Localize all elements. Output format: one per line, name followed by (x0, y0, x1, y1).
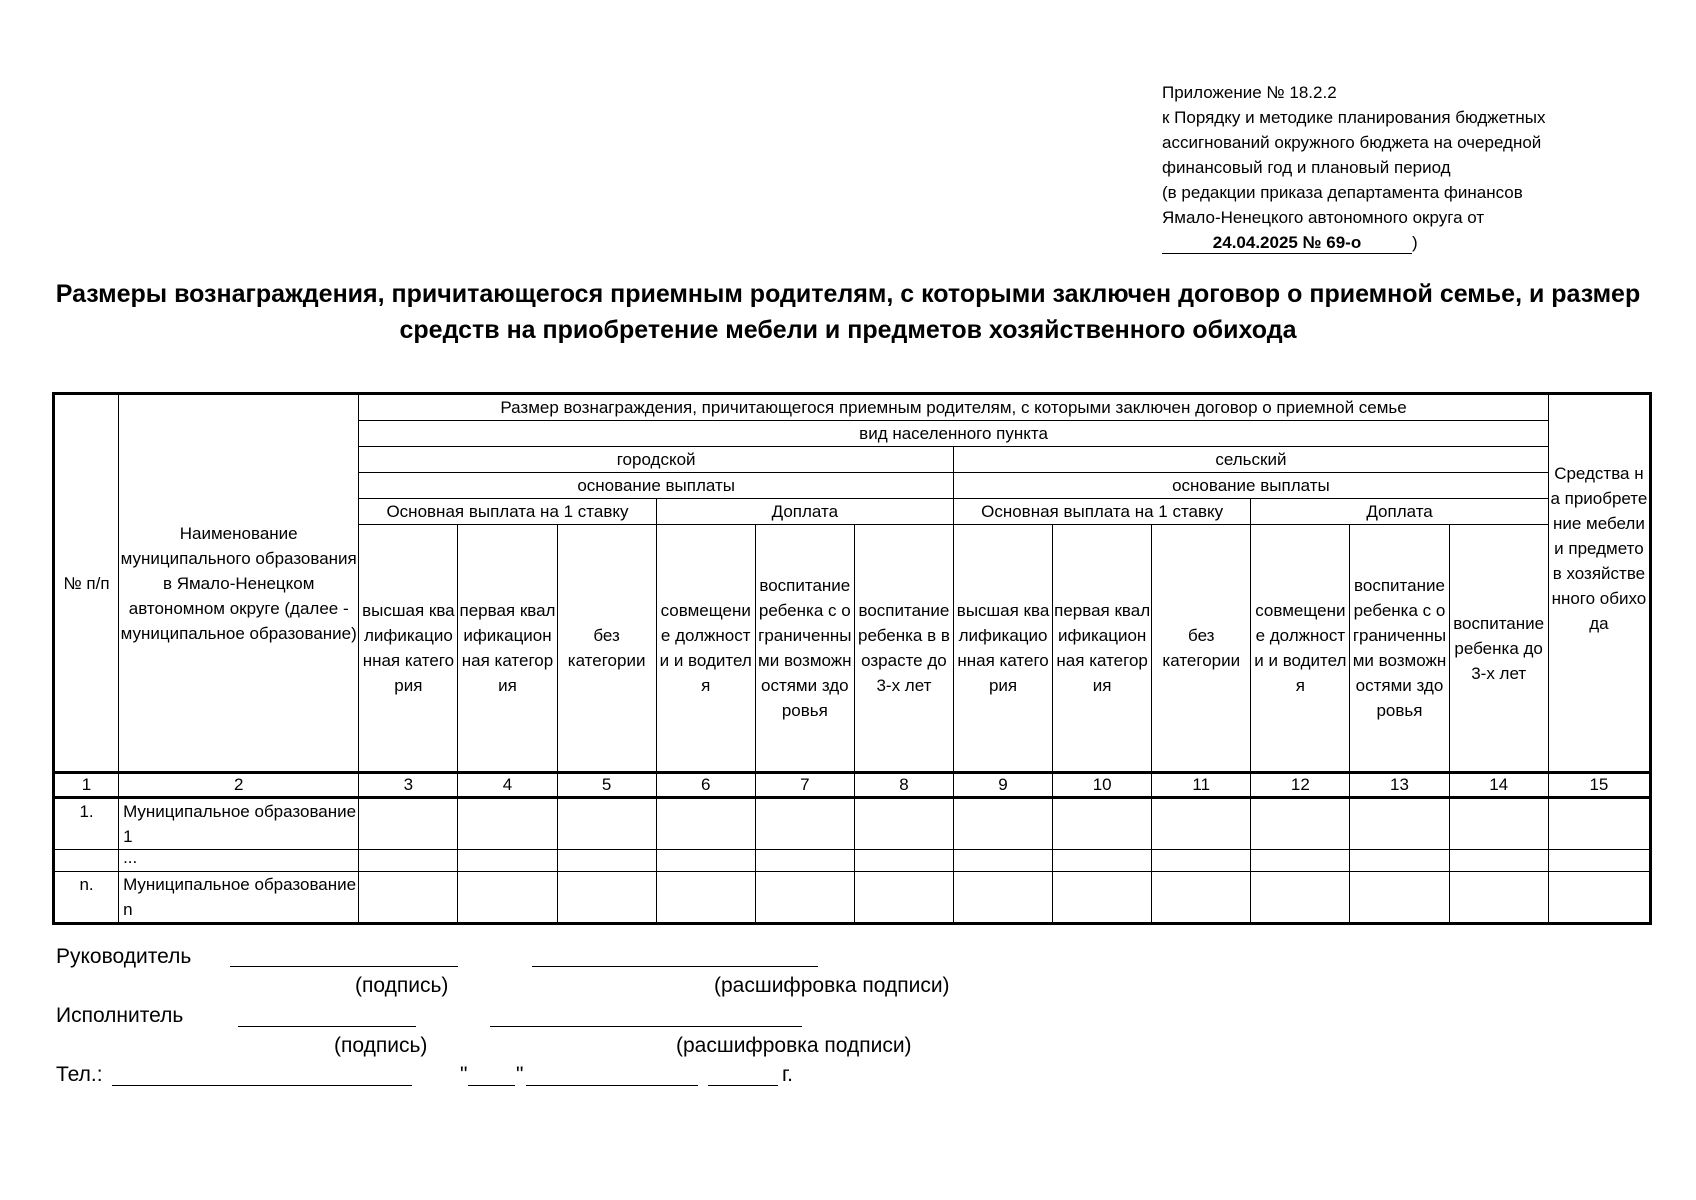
table-cell (359, 872, 458, 924)
table-cell (458, 798, 557, 850)
executor-label: Исполнитель (56, 1004, 184, 1027)
table-cell (1251, 798, 1350, 850)
table-cell (953, 798, 1052, 850)
table-cell (1449, 850, 1548, 872)
phone-label: Тел.: (56, 1063, 103, 1086)
appendix-line: к Порядку и методике планирования бюджетных (1162, 108, 1546, 127)
row-number (54, 850, 119, 872)
table-cell (1053, 798, 1152, 850)
header-sub-col: высшая квалификационная категория (359, 525, 458, 773)
table-cell (854, 872, 953, 924)
table-cell (1251, 850, 1350, 872)
appendix-line: Приложение № 18.2.2 (1162, 83, 1337, 102)
phone-line (112, 1085, 412, 1086)
executor-decoding-caption: (расшифровка подписи) (676, 1034, 912, 1057)
table-cell (1350, 798, 1449, 850)
table-cell (1350, 872, 1449, 924)
header-sub-col: воспитание ребенка до 3-х лет (1449, 525, 1548, 773)
appendix-line: финансовый год и плановый период (1162, 158, 1451, 177)
row-name: Муниципальное образование 1 (119, 798, 359, 850)
table-cell (458, 850, 557, 872)
table-cell (1053, 850, 1152, 872)
head-signature-line (230, 966, 458, 967)
appendix-line: ассигнований окружного бюджета на очередной (1162, 133, 1542, 152)
column-number: 7 (755, 773, 854, 798)
column-number: 10 (1053, 773, 1152, 798)
column-number: 9 (953, 773, 1052, 798)
table-cell (1251, 872, 1350, 924)
header-settlement-type: вид населенного пункта (359, 421, 1548, 447)
header-sub-col: первая квалификационная категория (1053, 525, 1152, 773)
header-sub-col: воспитание ребенка с ограниченными возможностями здоровья (755, 525, 854, 773)
head-decoding-line (532, 966, 818, 967)
header-sub-col: первая квалификационная категория (458, 525, 557, 773)
table-cell (755, 850, 854, 872)
table-cell (1152, 850, 1251, 872)
table-cell (953, 872, 1052, 924)
header-reward-group: Размер вознаграждения, причитающегося приемным родителям, с которыми заключен договор о приемной семье (359, 394, 1548, 421)
header-sub-col: воспитание ребенка с ограниченными возможностями здоровья (1350, 525, 1449, 773)
column-number: 14 (1449, 773, 1548, 798)
table-cell (1548, 850, 1650, 872)
table-cell (458, 872, 557, 924)
closing-paren: ) (1412, 233, 1418, 252)
table-row (54, 850, 1651, 872)
table-cell (1548, 872, 1650, 924)
table-cell (1350, 850, 1449, 872)
head-signature-caption: (подпись) (355, 974, 449, 997)
table-cell (359, 798, 458, 850)
table-row (54, 798, 1651, 850)
header-payment-basis-rural: основание выплаты (953, 473, 1548, 499)
appendix-reference (1162, 80, 1662, 255)
head-decoding-caption: (расшифровка подписи) (714, 974, 950, 997)
header-col-name: Наименование муниципального образования в Ямало-Ненецком автономном округе (далее - муниципальное образование) (119, 394, 359, 773)
table-cell (656, 872, 755, 924)
head-label: Руководитель (56, 945, 192, 968)
year-suffix: г. (782, 1063, 793, 1086)
appendix-line: (в редакции приказа департамента финансов (1162, 183, 1523, 202)
header-surcharge-urban: Доплата (656, 499, 953, 525)
column-number: 8 (854, 773, 953, 798)
header-col-furniture: Средства на приобретение мебели и предметов хозяйственного обихода (1548, 394, 1650, 773)
appendix-order-line (1162, 230, 1662, 255)
header-payment-basis-urban: основание выплаты (359, 473, 954, 499)
table-cell (1548, 798, 1650, 850)
table-cell (854, 798, 953, 850)
header-sub-col: совмещение должности и водителя (1251, 525, 1350, 773)
date-month-line (526, 1085, 698, 1086)
column-number: 4 (458, 773, 557, 798)
column-number: 12 (1251, 773, 1350, 798)
table-cell (557, 872, 656, 924)
executor-signature-caption: (подпись) (334, 1034, 428, 1057)
header-rural: сельский (953, 447, 1548, 473)
table-cell (557, 850, 656, 872)
table-cell (854, 850, 953, 872)
column-number: 1 (54, 773, 119, 798)
header-sub-col: воспитание ребенка в возрасте до 3-х лет (854, 525, 953, 773)
column-number: 3 (359, 773, 458, 798)
row-name: Муниципальное образование n (119, 872, 359, 924)
column-number: 11 (1152, 773, 1251, 798)
date-year-line (708, 1085, 778, 1086)
column-number: 6 (656, 773, 755, 798)
table-cell (656, 798, 755, 850)
table-cell (359, 850, 458, 872)
header-col-number: № п/п (54, 394, 119, 773)
row-number: n. (54, 872, 119, 924)
table-cell (1053, 872, 1152, 924)
header-base-payment-rural: Основная выплата на 1 ставку (953, 499, 1250, 525)
executor-decoding-line (490, 1026, 802, 1027)
table-cell (1449, 798, 1548, 850)
header-urban: городской (359, 447, 954, 473)
column-number: 2 (119, 773, 359, 798)
table-cell (1449, 872, 1548, 924)
table-row (54, 872, 1651, 924)
table-cell (953, 850, 1052, 872)
date-quote-right: " (516, 1063, 524, 1086)
appendix-line: Ямало-Ненецкого автономного округа от (1162, 208, 1485, 227)
column-number: 15 (1548, 773, 1650, 798)
document-title: Размеры вознаграждения, причитающегося приемным родителям, с которыми заключен договор о приемной семье, и размер средств на приобретение мебели и предметов хозяйственного обихода (55, 280, 1641, 344)
header-sub-col: без категории (557, 525, 656, 773)
reward-table (52, 392, 1652, 925)
table-cell (755, 798, 854, 850)
date-day-line (468, 1085, 515, 1086)
header-sub-col: совмещение должности и водителя (656, 525, 755, 773)
executor-signature-line (238, 1026, 416, 1027)
table-cell (1152, 798, 1251, 850)
row-name: ... (119, 850, 359, 872)
table-cell (656, 850, 755, 872)
date-quote-left: " (460, 1063, 468, 1086)
order-reference: 24.04.2025 № 69-о (1162, 233, 1412, 254)
table-cell (755, 872, 854, 924)
header-sub-col: высшая квалификационная категория (953, 525, 1052, 773)
header-sub-col: без категории (1152, 525, 1251, 773)
table-cell (1152, 872, 1251, 924)
table-cell (557, 798, 656, 850)
row-number: 1. (54, 798, 119, 850)
column-number: 5 (557, 773, 656, 798)
header-surcharge-rural: Доплата (1251, 499, 1549, 525)
header-base-payment-urban: Основная выплата на 1 ставку (359, 499, 656, 525)
column-number: 13 (1350, 773, 1449, 798)
